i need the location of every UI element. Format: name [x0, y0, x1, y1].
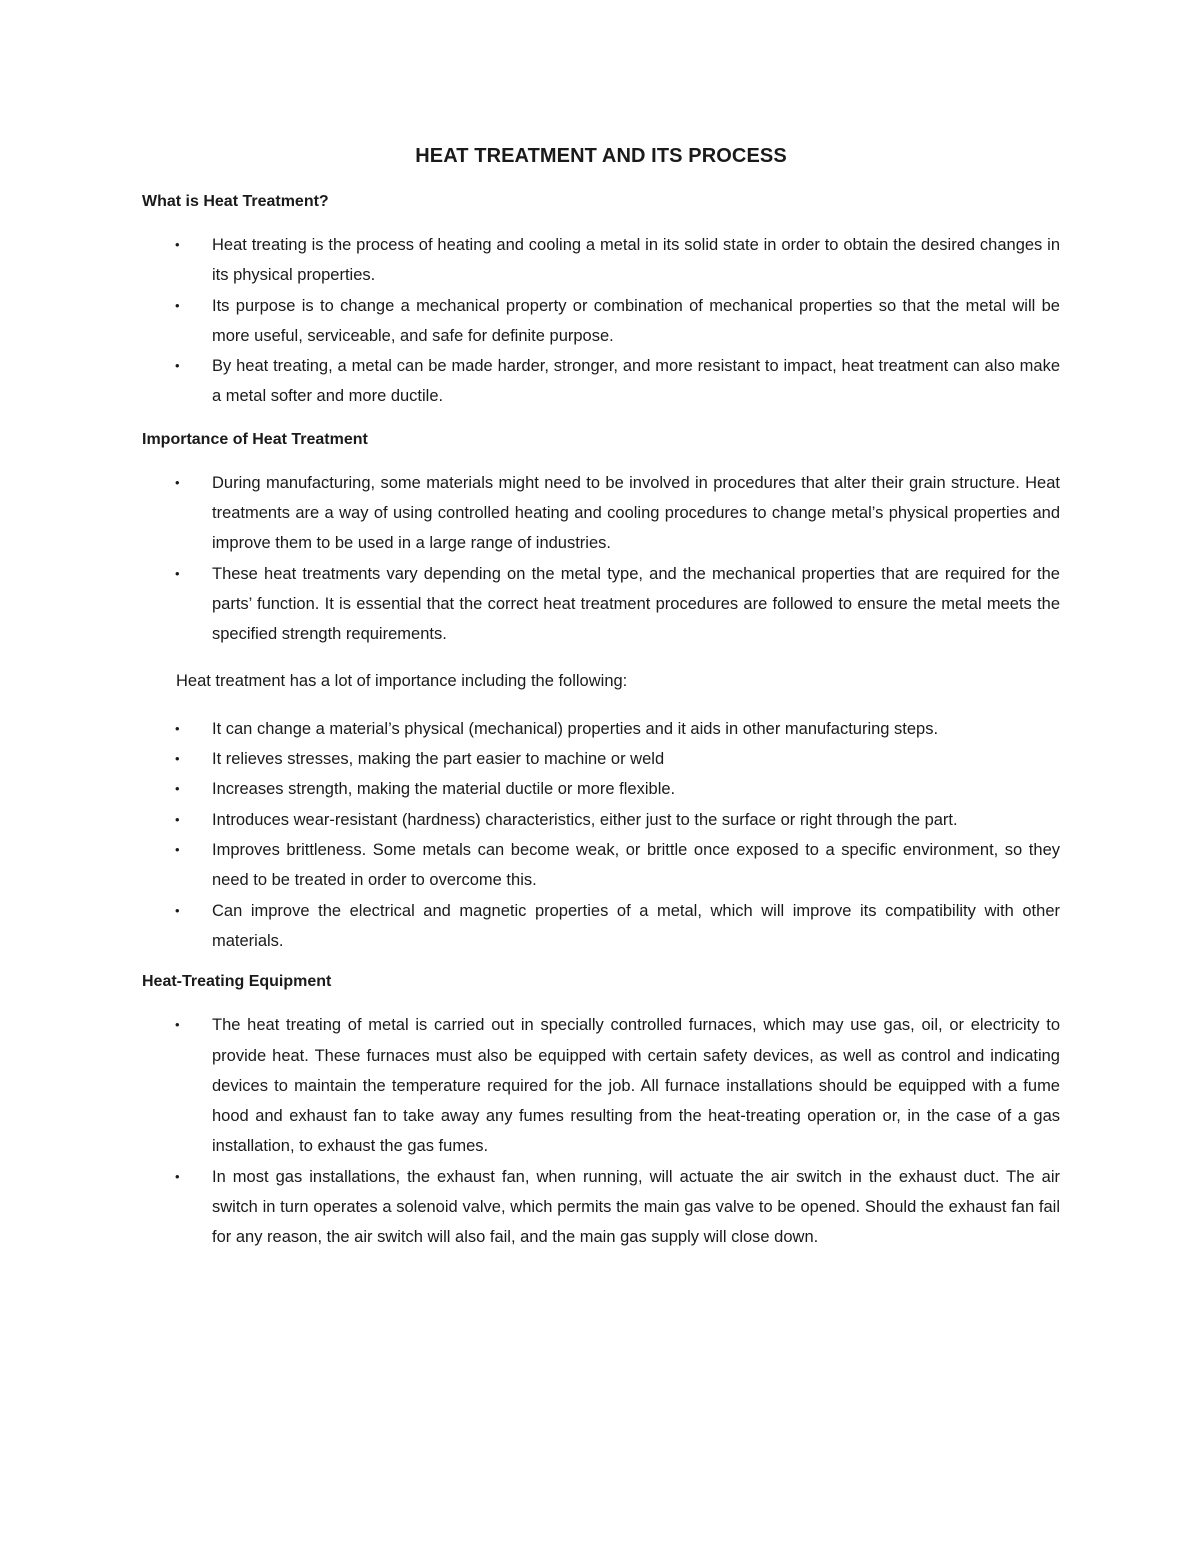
- bullet-icon: •: [175, 902, 180, 918]
- section-importance-of-heat-treatment: [142, 430, 1060, 956]
- bullet-icon: •: [175, 474, 180, 490]
- list-item: [142, 1010, 1060, 1161]
- list-item-text: The heat treating of metal is carried out in specially controlled furnaces, which may use gas, oil, or electricity to provide heat. These furnaces must also be equipped with certain safety devices, as well as control and indicating devices to maintain the temperature required for the job. All furnace installations should be equipped with a fume hood and exhaust fan to take away any fumes resulting from the heat-treating operation or, in the case of a gas installation, to exhaust the gas fumes.: [212, 1016, 1060, 1156]
- list-item: [142, 774, 1060, 804]
- bullet-icon: •: [175, 565, 180, 581]
- list-item: [142, 744, 1060, 774]
- list-item-text: Increases strength, making the material ductile or more flexible.: [212, 780, 676, 799]
- bullet-icon: •: [175, 1168, 180, 1184]
- bullet-icon: •: [175, 237, 180, 252]
- page-title: HEAT TREATMENT AND ITS PROCESS: [415, 145, 787, 167]
- section-what-is-heat-treatment: [142, 192, 1060, 412]
- list-item: [142, 714, 1060, 744]
- list-item-text: Improves brittleness. Some metals can become weak, or brittle once exposed to a specific environment, so they need to be treated in order to overcome this.: [212, 841, 1060, 890]
- section-heading: What is Heat Treatment?: [142, 193, 329, 210]
- bullet-icon: •: [175, 358, 180, 374]
- section-heat-treating-equipment: [142, 972, 1060, 1252]
- list-item-text: It can change a material’s physical (mechanical) properties and it aids in other manufacturing steps.: [212, 719, 939, 738]
- list-item: [142, 559, 1060, 650]
- bullet-icon: •: [175, 811, 180, 827]
- list-item-text: These heat treatments vary depending on the metal type, and the mechanical properties that are required for the parts’ function. It is essential that the correct heat treatment procedures are followed to ensure the metal meets the specified strength requirements.: [212, 564, 1060, 644]
- list-item-text: It relieves stresses, making the part easier to machine or weld: [212, 750, 665, 769]
- list-item-text: Heat treating is the process of heating and cooling a metal in its solid state in order to obtain the desired changes in its physical properties.: [212, 236, 1060, 285]
- bullet-icon: •: [175, 751, 180, 767]
- list-item-text: In most gas installations, the exhaust fan, when running, will actuate the air switch in the exhaust duct. The air switch in turn operates a solenoid valve, which permits the main gas valve to be opened. Should the exhaust fan fail for any reason, the air switch will also fail, and the main gas supply will close down.: [212, 1167, 1060, 1247]
- list-item: [142, 896, 1060, 957]
- section-heading: Importance of Heat Treatment: [142, 430, 368, 448]
- bullet-list: [142, 714, 1060, 956]
- bullet-icon: •: [175, 781, 180, 797]
- bullet-icon: •: [175, 720, 180, 736]
- list-item: [142, 230, 1060, 291]
- list-item-text: Can improve the electrical and magnetic properties of a metal, which will improve its compatibility with other materials.: [212, 901, 1060, 950]
- bullet-list: [142, 1010, 1060, 1252]
- bullet-list: [142, 230, 1060, 412]
- list-item-text: Introduces wear-resistant (hardness) characteristics, either just to the surface or right through the part.: [212, 810, 958, 829]
- list-item-text: Its purpose is to change a mechanical property or combination of mechanical properties so that the metal will be more useful, serviceable, and safe for definite purpose.: [212, 296, 1060, 345]
- list-item: [142, 351, 1060, 412]
- section-heading: Heat-Treating Equipment: [142, 973, 332, 991]
- list-item-text: During manufacturing, some materials might need to be involved in procedures that alter their grain structure. Heat treatments are a way of using controlled heating and cooling procedures to change metal’s physical properties and improve them to be used in a large range of industries.: [212, 473, 1060, 553]
- list-item: [142, 468, 1060, 559]
- bullet-icon: •: [175, 297, 180, 313]
- intro-paragraph: Heat treatment has a lot of importance including the following:: [176, 671, 628, 690]
- bullet-list: [142, 468, 1060, 650]
- list-item: [142, 805, 1060, 835]
- list-item: [142, 835, 1060, 896]
- bullet-icon: •: [175, 1017, 180, 1033]
- bullet-icon: •: [175, 842, 180, 858]
- list-item: [142, 291, 1060, 352]
- list-item: [142, 1162, 1060, 1253]
- list-item-text: By heat treating, a metal can be made harder, stronger, and more resistant to impact, heat treatment can also make a metal softer and more ductile.: [212, 357, 1060, 406]
